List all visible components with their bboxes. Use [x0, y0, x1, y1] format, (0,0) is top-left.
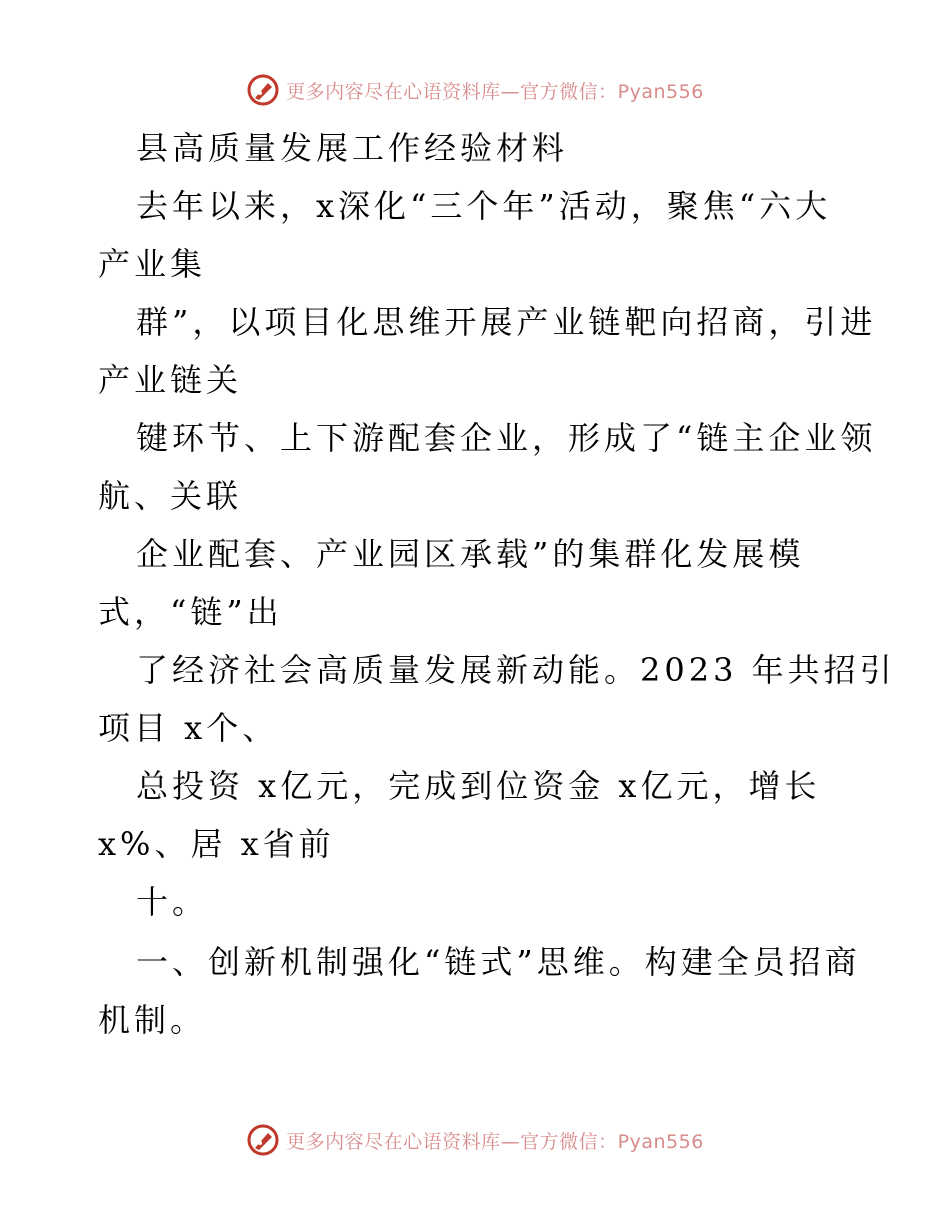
paragraph-line: 企业配套、产业园区承载”的集群化发展模 — [136, 535, 805, 573]
paragraph-line: x%、居 x省前 — [98, 825, 335, 863]
paragraph-line: 键环节、上下游配套企业，形成了“链主企业领 — [136, 419, 877, 457]
paragraph-line: 式，“链”出 — [98, 593, 283, 631]
watermark-banner-bottom — [0, 1120, 950, 1160]
paragraph-line: 航、关联 — [98, 477, 243, 515]
paragraph-line: 产业链关 — [98, 361, 243, 399]
paragraph-line: 群”，以项目化思维开展产业链靶向招商，引进 — [136, 303, 877, 341]
paragraph-line: 去年以来，x深化“三个年”活动，聚焦“六大 — [136, 187, 832, 225]
watermark-text: 更多内容尽在心语资料库—官方微信：Pyan556 — [286, 80, 704, 103]
paragraph-line: 产业集 — [98, 245, 207, 283]
section-heading-line: 一、创新机制强化“链式”思维。构建全员招商 — [136, 943, 861, 981]
watermark-text: 更多内容尽在心语资料库—官方微信：Pyan556 — [286, 1130, 704, 1153]
paragraph-line: 十。 — [136, 883, 209, 921]
paragraph-line: 机制。 — [98, 1001, 207, 1039]
paragraph-line: 总投资 x亿元，完成到位资金 x亿元，增长 — [136, 767, 821, 805]
pen-logo-icon — [246, 1123, 280, 1157]
paragraph-line: 了经济社会高质量发展新动能。2023 年共招引 — [136, 651, 896, 689]
document-title: 县高质量发展工作经验材料 — [136, 129, 569, 167]
paragraph-line: 项目 x个、 — [98, 709, 279, 747]
